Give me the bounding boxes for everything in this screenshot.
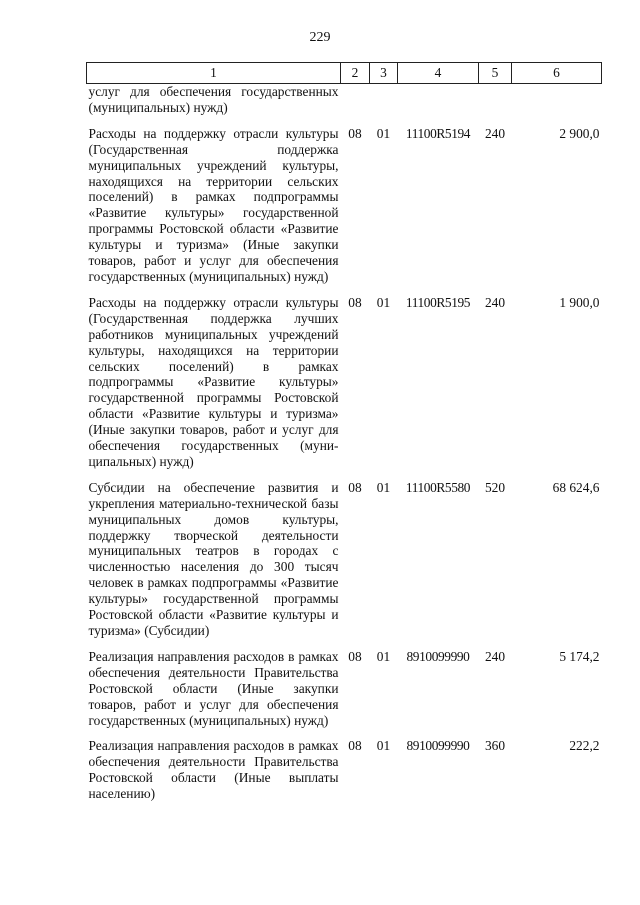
- table-row: [87, 480, 602, 649]
- table-row: [87, 738, 602, 812]
- row-subsection: 01: [376, 294, 391, 310]
- row-target-code: 8910099990: [406, 648, 470, 664]
- row-amount: 5 174,2: [559, 648, 600, 664]
- row-target-code: 11100R5580: [405, 479, 471, 495]
- table-header: [87, 63, 602, 84]
- table-row: [87, 649, 602, 739]
- row-amount: 2 900,0: [559, 125, 600, 141]
- row-amount: 68 624,6: [552, 479, 600, 495]
- row-description: Субсидии на обеспечение развития и укрепления материально-технической базы муниципальных домов культуры, поддержку творческой деятельности муниципальных театров в городах с численностью населения до 300 тысяч человек в рамках подпрограммы «Развитие культуры» государственной программы Ростовской области «Развитие культуры и туризма» (Субсидии): [88, 479, 339, 638]
- page-number: 229: [309, 30, 331, 45]
- row-subsection: 01: [376, 125, 391, 141]
- row-section: 08: [348, 648, 362, 664]
- header-col-3: 3: [370, 63, 398, 84]
- row-expense-type: 360: [484, 738, 506, 754]
- table-row: [87, 126, 602, 295]
- row-amount: 1 900,0: [559, 294, 600, 310]
- row-section: 08: [348, 738, 362, 754]
- row-section: 08: [348, 294, 362, 310]
- row-subsection: 01: [376, 479, 391, 495]
- row-amount: 222,2: [569, 738, 600, 754]
- row-target-code: 8910099990: [406, 738, 470, 754]
- header-col-6: 6: [512, 63, 602, 84]
- header-col-4: 4: [398, 63, 479, 84]
- row-section: 08: [348, 125, 362, 141]
- row-description: Реализация направления расходов в рамках обеспечения деятельности Правительства Ростовской области (Иные выплаты населению): [88, 738, 339, 802]
- row-target-code: 11100R5194: [405, 125, 471, 141]
- header-col-1: 1: [87, 63, 341, 84]
- header-col-2: 2: [341, 63, 370, 84]
- budget-table: [86, 62, 602, 812]
- row-expense-type: 240: [484, 648, 506, 664]
- row-subsection: 01: [376, 648, 391, 664]
- table-row-continuation: [87, 84, 602, 126]
- header-col-5: 5: [479, 63, 512, 84]
- row-section: 08: [348, 479, 362, 495]
- row-subsection: 01: [376, 738, 391, 754]
- row-target-code: 11100R5195: [405, 294, 471, 310]
- row-expense-type: 240: [484, 125, 506, 141]
- row-expense-type: 240: [484, 294, 506, 310]
- row-description: Реализация направления расходов в рамках обеспечения деятельности Правительства Ростовской области (Иные закупки товаров, работ и услуг для обеспечения государственных (муниципальных) нужд): [88, 648, 339, 728]
- row-expense-type: 520: [484, 479, 506, 495]
- continuation-description: услуг для обеспечения государственных (муниципальных) нужд): [88, 84, 339, 115]
- row-description: Расходы на поддержку отрасли культуры (Государственная поддержка муниципальных учреждений культуры, находящихся на территории сельских поселений) в рамках подпрограммы «Развитие культуры» государственной программы Ростовской области «Развитие культуры и туризма» (Иные закупки товаров, работ и услуг для обеспечения государственных (муниципальных) нужд): [88, 125, 339, 284]
- row-description: Расходы на поддержку отрасли культуры (Государственная поддержка лучших работников муниципальных учреждений культуры, находящихся на территории сельских поселений) в рамках подпрограммы «Развитие культуры» государственной программы Ростовской области «Развитие культуры и туризма» (Иные закупки товаров, работ и услуг для обеспечения государственных (муниципальных) нужд): [88, 294, 339, 469]
- table-row: [87, 295, 602, 480]
